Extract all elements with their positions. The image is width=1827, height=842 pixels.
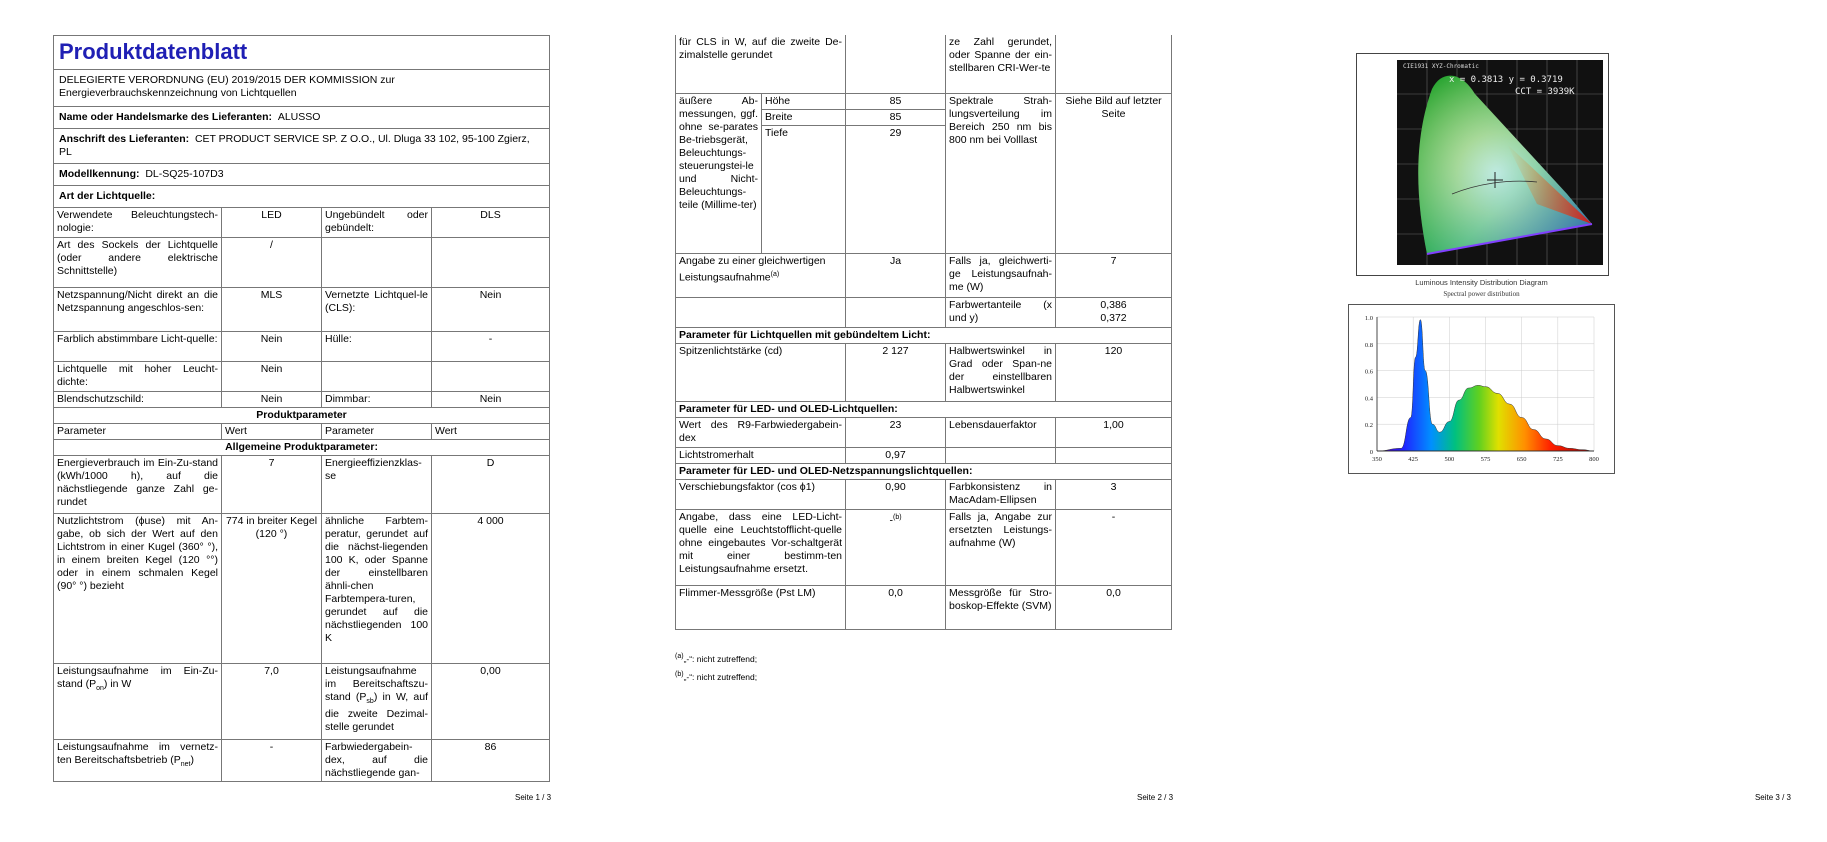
mains-heading: Parameter für LED- und OLED-Netzspannungslichtquellen: [676, 463, 1172, 479]
flicker-label: Flimmer-Messgröße (Pst LM) [676, 585, 846, 629]
address-value: CET PRODUCT SERVICE SP. Z O.O., Ul. Dluga 33 102, 95-100 Zgierz, PL [59, 133, 530, 158]
product-params-heading: Produktparameter [54, 408, 550, 424]
page-1 [0, 0, 609, 842]
retro-w-label: Falls ja, Angabe zur ersetzten Leistungs-aufnahme (W) [946, 509, 1056, 585]
spd-xtick-0: 350 [1372, 456, 1382, 463]
cri-label: Farbwiedergabein-dex, auf die nächstliegende gan- [322, 740, 432, 782]
pon-label: Leistungsaufnahme im Ein-Zu-stand $(P_{on})$ in W [54, 664, 222, 740]
retro-w-value: - [1056, 509, 1172, 585]
spd-ytick-0: 0 [1369, 449, 1373, 456]
page-number-3: Seite 3 / 3 [1754, 793, 1791, 802]
dims-label: äußere Ab-messungen, ggf. ohne se-parates Be-triebsgerät, Beleuchtungs-steuerungstei-le und Nicht-Beleuchtungs-teile (Millime-ter) [676, 93, 762, 253]
caption-luminous: Luminous Intensity Distribution Diagram [1415, 278, 1548, 287]
cont-right-label: ze Zahl gerundet, oder Spanne der ein-stellbaren CRI-Wer-te [946, 35, 1056, 93]
cie-header: CIE1931 XYZ-Chromatic [1403, 63, 1479, 70]
spd-xtick-4: 650 [1516, 456, 1527, 463]
cls-label: Vernetzte Lichtquel-le (CLS): [322, 288, 432, 332]
unbundled-value: DLS [432, 208, 550, 238]
page-number-2: Seite 2 / 3 [1137, 793, 1174, 802]
page-title: Produktdatenblatt [54, 36, 550, 70]
peak-value: 2 127 [846, 343, 946, 401]
spd-chart [1349, 305, 1614, 473]
unbundled-label: Ungebündelt oder gebündelt: [322, 208, 432, 238]
r9-value: 23 [846, 417, 946, 447]
r9-label: Wert des R9-Farbwiedergabein-dex [676, 417, 846, 447]
macadam-value: 3 [1056, 479, 1172, 509]
eeclass-label: Energieeffizienzklas-se [322, 456, 432, 514]
spd-ytick-5: 1.0 [1364, 315, 1373, 322]
tech-value: LED [222, 208, 322, 238]
col-param-1: Parameter [54, 424, 222, 440]
spd-xtick-1: 425 [1408, 456, 1419, 463]
depth-value: 29 [846, 125, 946, 253]
col-value-1: Wert [222, 424, 322, 440]
svm-value: 0,0 [1056, 585, 1172, 629]
datasheet-table-1 [53, 35, 550, 782]
footnote-a: $^{(a)}$„-“: nicht zutreffend; [675, 653, 758, 664]
svm-label: Messgröße für Stro-boskop-Effekte (SVM) [946, 585, 1056, 629]
eeclass-value: D [432, 456, 550, 514]
psb-label: Leistungsaufnahme im Bereitschaftszu-stand $(P_{sb})$ in W, auf die zweite Dezimal-stelle gerundet [322, 664, 432, 740]
supplier-row: Name oder Handelsmarke des Lieferanten: ALUSSO [54, 107, 550, 129]
cie-diagram [1357, 54, 1608, 275]
cos-value: 0,90 [846, 479, 946, 509]
highlum-value: Nein [222, 362, 322, 392]
macadam-label: Farbkonsistenz in MacAdam-Ellipsen [946, 479, 1056, 509]
flux-label: Nutzlichtstrom (ϕuse) mit An-gabe, ob sich der Wert auf den Lichtstrom in einer Kugel (360° °), in einem breiten Kegel (120 °°) oder in einem schmalen Kegel (90° °) bezieht [54, 514, 222, 664]
pnet-label: Leistungsaufnahme im vernetz-ten Bereitschaftsbetrieb $(P_{net})$ [54, 740, 222, 782]
life-value: 1,00 [1056, 417, 1172, 447]
envelope-value: - [432, 332, 550, 362]
cie-coords: x = 0.3813 y = 0.3719 [1449, 75, 1563, 85]
flicker-value: 0,0 [846, 585, 946, 629]
supplier-value: ALUSSO [277, 111, 321, 123]
cri-value: 86 [432, 740, 550, 782]
life-label: Lebensdauerfaktor [946, 417, 1056, 447]
equiv-w-value: 7 [1056, 253, 1172, 297]
depth-label: Tiefe [762, 125, 846, 253]
retro-value: -$^{(b)}$ [846, 509, 946, 585]
retro-label: Angabe, dass eine LED-Licht-quelle eine Leuchtstofflicht-quelle ohne eingebautes Vor-schaltgerät mit einer bestimm-ten Leistungsaufnahme ersetzt. [676, 509, 846, 585]
page-3 [1218, 0, 1827, 842]
height-label: Höhe [762, 93, 846, 109]
beam-label: Halbwertswinkel in Grad oder Span-ne der einstellbaren Halbwertswinkel [946, 343, 1056, 401]
spd-ytick-4: 0.8 [1364, 341, 1373, 349]
cie-diagram-frame [1356, 53, 1609, 276]
general-params-heading: Allgemeine Produktparameter: [54, 440, 550, 456]
pnet-value: - [222, 740, 322, 782]
glare-label: Blendschutzschild: [54, 392, 222, 408]
footnote-b: $^{(b)}$„-“: nicht zutreffend; [675, 671, 758, 682]
tunable-label: Farblich abstimmbare Licht-quelle: [54, 332, 222, 362]
chroma-label: Farbwertanteile (x und y) [946, 297, 1056, 327]
cie-cct: CCT = 3939K [1515, 87, 1575, 97]
tunable-value: Nein [222, 332, 322, 362]
pon-value: 7,0 [222, 664, 322, 740]
cct-value: 4 000 [432, 514, 550, 664]
cos-label: Verschiebungsfaktor (cos ϕ1) [676, 479, 846, 509]
model-value: DL-SQ25-107D3 [145, 168, 224, 180]
spd-ytick-3: 0.6 [1364, 368, 1373, 376]
psb-value: 0,00 [432, 664, 550, 740]
spd-xtick-6: 800 [1589, 456, 1599, 463]
chroma-values: 0,386 0,372 [1056, 297, 1172, 327]
maint-value: 0,97 [846, 447, 946, 463]
lightsource-type-heading: Art der Lichtquelle: [54, 186, 550, 208]
equiv-value: Ja [846, 253, 946, 297]
width-label: Breite [762, 109, 846, 125]
datasheet-table-2 [675, 35, 1172, 630]
mains-value: MLS [222, 288, 322, 332]
cls-value: Nein [432, 288, 550, 332]
page-number-1: Seite 1 / 3 [515, 793, 552, 802]
width-value: 85 [846, 109, 946, 125]
highlum-label: Lichtquelle mit hoher Leucht-dichte: [54, 362, 222, 392]
equiv-w-label: Falls ja, gleichwerti-ge Leistungsaufnah-me (W) [946, 253, 1056, 297]
col-param-2: Parameter [322, 424, 432, 440]
envelope-label: Hülle: [322, 332, 432, 362]
col-value-2: Wert [432, 424, 550, 440]
dimmable-value: Nein [432, 392, 550, 408]
spd-xtick-2: 500 [1444, 456, 1455, 463]
spd-label: Spektrale Strah-lungsverteilung im Bereich 250 nm bis 800 nm bei Volllast [946, 93, 1056, 253]
energy-value: 7 [222, 456, 322, 514]
model-row: Modellkennung: DL-SQ25-107D3 [54, 164, 550, 186]
dimmable-label: Dimmbar: [322, 392, 432, 408]
led-heading: Parameter für LED- und OLED-Lichtquellen: [676, 401, 1172, 417]
page-2 [609, 0, 1218, 842]
glare-value: Nein [222, 392, 322, 408]
cont-left-label: für CLS in W, auf die zweite De-zimalstelle gerundet [676, 35, 846, 93]
maint-label: Lichtstromerhalt [676, 447, 846, 463]
cct-label: ähnliche Farbtem-peratur, gerundet auf die nächst-liegenden 100 K, oder Spanne der einstellbaren ähnli-chen Farbtempera-turen, gerundet auf die nächstliegenden 100 K [322, 514, 432, 664]
height-value: 85 [846, 93, 946, 109]
spd-chart-frame [1348, 304, 1615, 474]
socket-label: Art des Sockels der Lichtquelle (oder andere elektrische Schnittstelle) [54, 238, 222, 288]
equiv-label: Angabe zu einer gleichwertigen Leistungsaufnahme$^{(a)}$ [676, 253, 846, 297]
spd-ytick-2: 0.4 [1364, 395, 1373, 403]
spd-ytick-1: 0.2 [1364, 422, 1373, 430]
spd-xtick-3: 575 [1480, 456, 1491, 463]
peak-label: Spitzenlichtstärke (cd) [676, 343, 846, 401]
socket-value: / [222, 238, 322, 288]
regulation-text: DELEGIERTE VERORDNUNG (EU) 2019/2015 DER KOMMISSION zur Energieverbrauchskennzeichnung von Lichtquellen [54, 70, 550, 107]
flux-value: 774 in breiter Kegel (120 °) [222, 514, 322, 664]
mains-label: Netzspannung/Nicht direkt an die Netzspannung angeschlos-sen: [54, 288, 222, 332]
bundled-heading: Parameter für Lichtquellen mit gebündeltem Licht: [676, 327, 1172, 343]
tech-label: Verwendete Beleuchtungstech-nologie: [54, 208, 222, 238]
spd-xtick-5: 725 [1552, 456, 1563, 463]
address-row: Anschrift des Lieferanten: CET PRODUCT SERVICE SP. Z O.O., Ul. Dluga 33 102, 95-100 Zgierz, PL [54, 129, 550, 164]
spd-value: Siehe Bild auf letzter Seite [1056, 93, 1172, 253]
beam-value: 120 [1056, 343, 1172, 401]
energy-label: Energieverbrauch im Ein-Zu-stand (kWh/1000 h), auf die nächstliegende ganze Zahl ge-rundet [54, 456, 222, 514]
caption-spectral: Spectral power distribution [1443, 290, 1520, 298]
